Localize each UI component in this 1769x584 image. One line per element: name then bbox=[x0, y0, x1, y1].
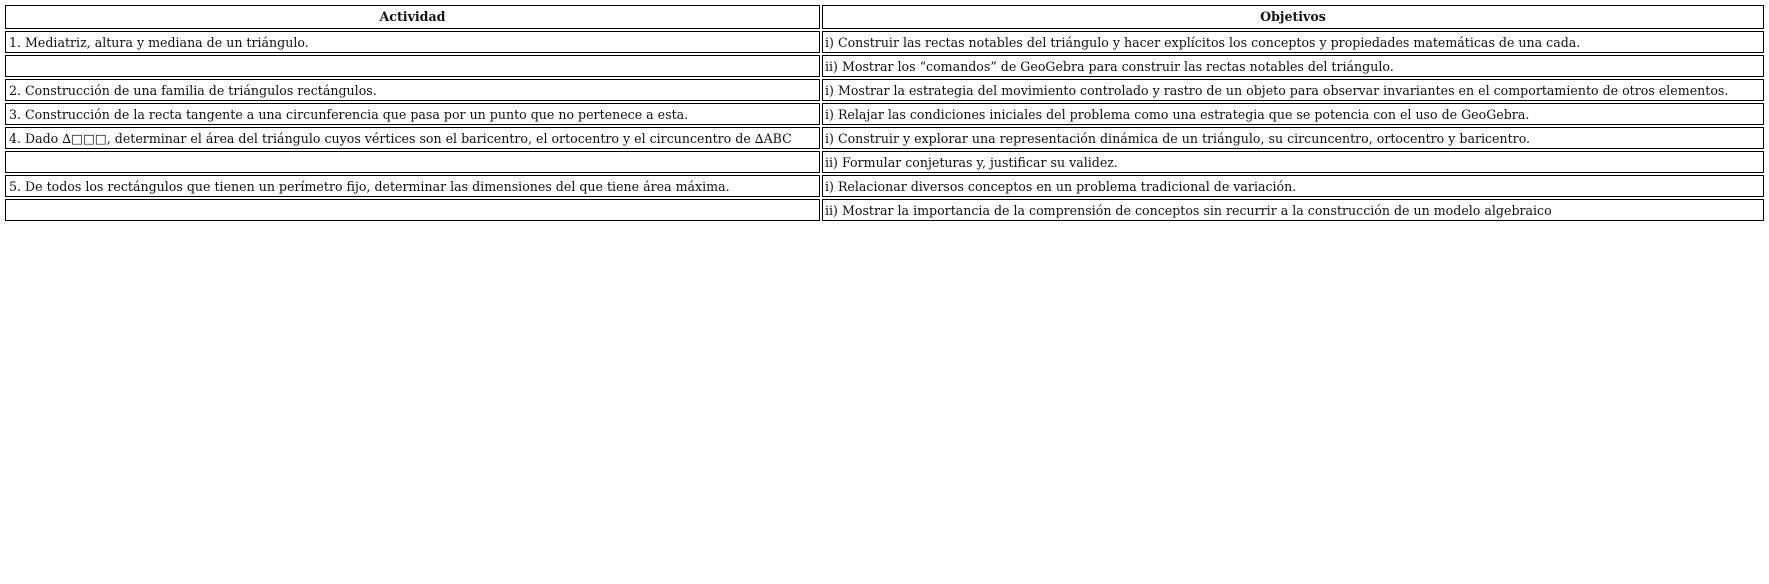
header-objetivos: Objetivos bbox=[822, 5, 1764, 29]
objetivo-cell: ii) Formular conjeturas y, justificar su validez. bbox=[822, 151, 1764, 173]
actividad-cell: 5. De todos los rectángulos que tienen un perímetro fijo, determinar las dimensiones del que tiene área máxima. bbox=[5, 175, 820, 197]
table-row bbox=[5, 31, 1764, 53]
table-row bbox=[5, 127, 1764, 149]
actividad-cell: 2. Construcción de una familia de triángulos rectángulos. bbox=[5, 79, 820, 101]
actividad-cell: 4. Dado ∆□□□, determinar el área del triángulo cuyos vértices son el baricentro, el ortocentro y el circuncentro de ∆ABC bbox=[5, 127, 820, 149]
table-row bbox=[5, 199, 1764, 221]
objetivo-cell: i) Relajar las condiciones iniciales del problema como una estrategia que se potencia con el uso de GeoGebra. bbox=[822, 103, 1764, 125]
empty-actividad-cell bbox=[5, 199, 820, 221]
table-row bbox=[5, 175, 1764, 197]
activities-table bbox=[5, 5, 1764, 223]
objetivo-cell: i) Construir las rectas notables del triángulo y hacer explícitos los conceptos y propiedades matemáticas de una cada. bbox=[822, 31, 1764, 53]
actividad-cell: 3. Construcción de la recta tangente a una circunferencia que pasa por un punto que no pertenece a esta. bbox=[5, 103, 820, 125]
empty-actividad-cell bbox=[5, 55, 820, 77]
objetivo-cell: ii) Mostrar los “comandos” de GeoGebra para construir las rectas notables del triángulo. bbox=[822, 55, 1764, 77]
table-header-row bbox=[5, 5, 1764, 29]
table-row bbox=[5, 103, 1764, 125]
objetivo-cell: i) Relacionar diversos conceptos en un problema tradicional de variación. bbox=[822, 175, 1764, 197]
table-row bbox=[5, 151, 1764, 173]
table-row bbox=[5, 79, 1764, 101]
objetivo-cell: ii) Mostrar la importancia de la comprensión de conceptos sin recurrir a la construcción de un modelo algebraico bbox=[822, 199, 1764, 221]
objetivo-cell: i) Construir y explorar una representación dinámica de un triángulo, su circuncentro, ortocentro y baricentro. bbox=[822, 127, 1764, 149]
table-row bbox=[5, 55, 1764, 77]
objetivo-cell: i) Mostrar la estrategia del movimiento controlado y rastro de un objeto para observar invariantes en el comportamiento de otros elementos. bbox=[822, 79, 1764, 101]
actividad-cell: 1. Mediatriz, altura y mediana de un triángulo. bbox=[5, 31, 820, 53]
empty-actividad-cell bbox=[5, 151, 820, 173]
header-actividad: Actividad bbox=[5, 5, 820, 29]
